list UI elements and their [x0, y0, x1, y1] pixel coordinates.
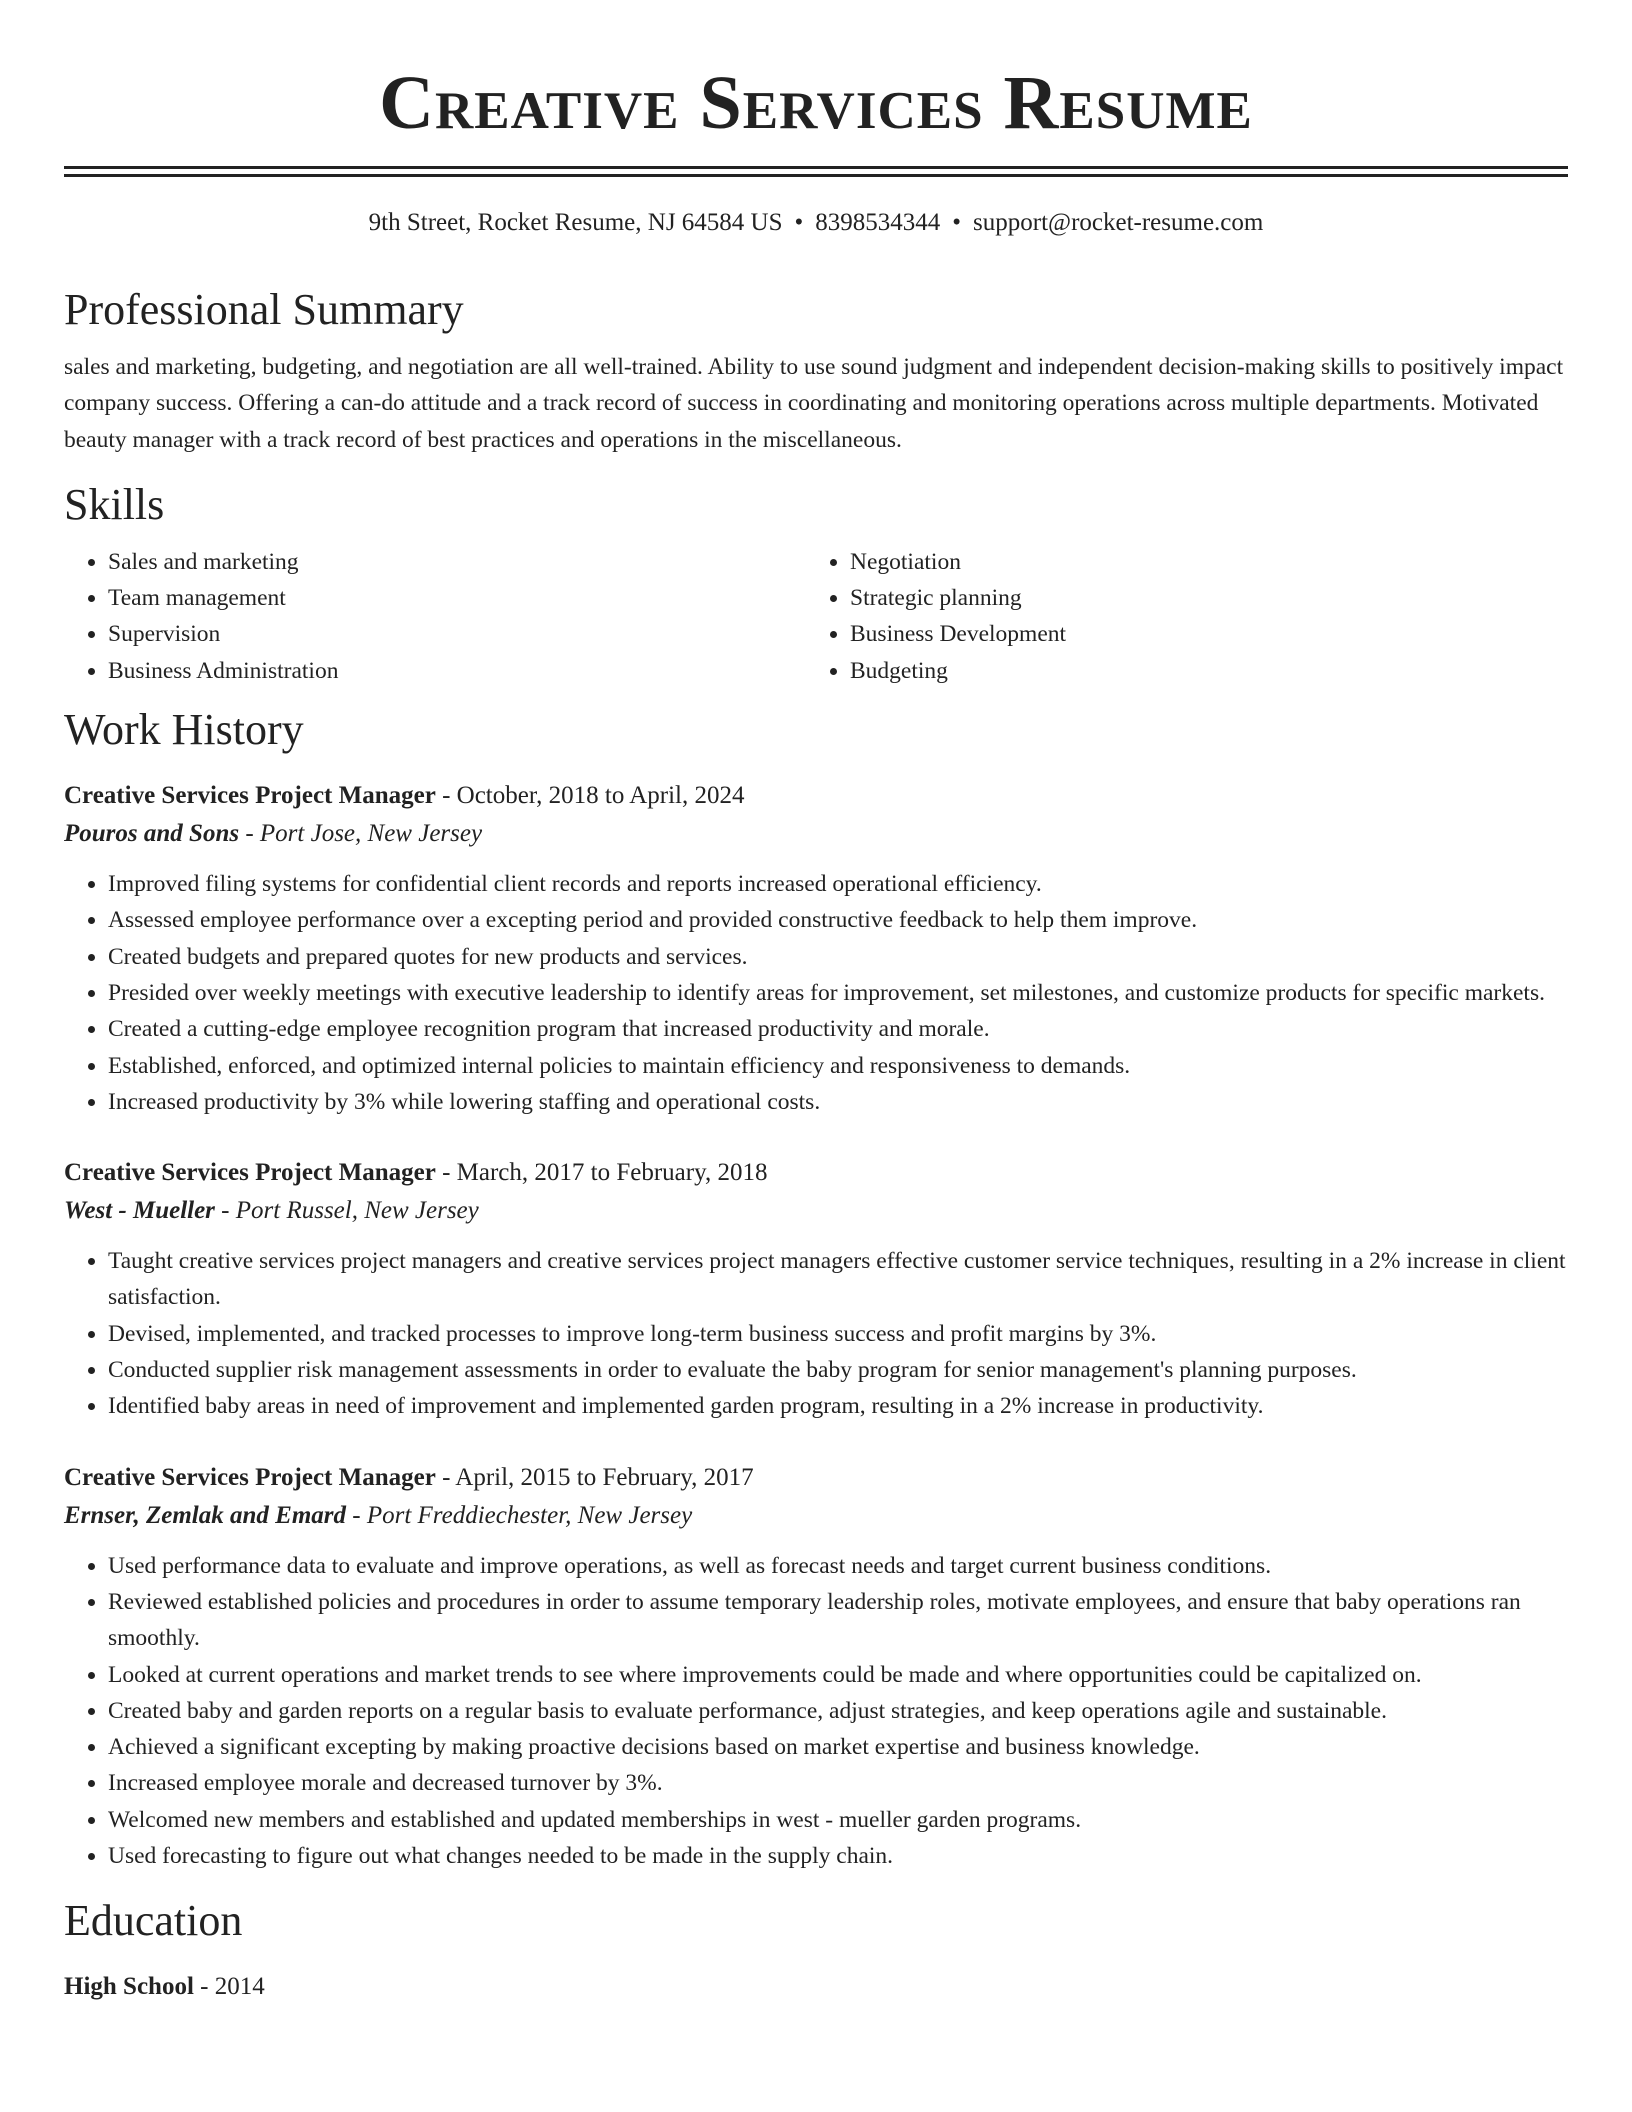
job-entry [64, 777, 1568, 1120]
skill-item: • Supervision [108, 616, 806, 652]
job-company: West - Mueller [64, 1197, 215, 1225]
job-bullet: • Taught creative services project managers and creative services project managers effective customer service techniques, resulting in a 2% increase in client satisfaction. [108, 1243, 1568, 1316]
skill-item: • Team management [108, 580, 806, 616]
skill-item: • Sales and marketing [108, 544, 806, 580]
skills-heading: Skills [64, 479, 165, 529]
summary-heading: Professional Summary [64, 285, 464, 334]
skills-list [64, 544, 1568, 689]
job-bullet: • Increased productivity by 3% while lowering staffing and operational costs. [108, 1084, 1568, 1120]
title-divider [64, 166, 1568, 177]
job-location: - Port Jose, New Jersey [239, 820, 483, 848]
job-bullet: • Created budgets and prepared quotes for new products and services. [108, 939, 1568, 975]
skill-item: • Budgeting [850, 653, 1548, 689]
job-dates: - October, 2018 to April, 2024 [435, 782, 745, 810]
job-bullets [64, 1243, 1568, 1424]
contact-address: 9th Street, Rocket Resume, NJ 64584 US [368, 209, 783, 236]
job-location: - Port Russel, New Jersey [214, 1197, 479, 1225]
contact-line [64, 207, 1568, 239]
resume-title: Creative Services Resume [379, 61, 1253, 145]
job-bullet: • Conducted supplier risk management assessments in order to evaluate the baby program for senior management's planning purposes. [108, 1352, 1568, 1388]
job-bullets [64, 866, 1568, 1120]
job-location: - Port Freddiechester, New Jersey [346, 1501, 693, 1529]
job-title: Creative Services Project Manager [64, 1463, 436, 1491]
job-bullet: • Presided over weekly meetings with executive leadership to identify areas for improvement, set milestones, and customize products for specific markets. [108, 975, 1568, 1011]
job-company-line [64, 815, 1568, 853]
job-title-line [64, 777, 1568, 815]
job-bullet: • Devised, implemented, and tracked processes to improve long-term business success and profit margins by 3%. [108, 1316, 1568, 1352]
education-year: - 2014 [193, 1973, 265, 2001]
job-bullet: • Identified baby areas in need of improvement and implemented garden program, resulting in a 2% increase in productivity. [108, 1388, 1568, 1424]
education-degree: High School [64, 1973, 194, 2001]
job-bullet: • Increased employee morale and decreased turnover by 3%. [108, 1765, 1568, 1801]
job-title: Creative Services Project Manager [64, 782, 436, 810]
job-bullet: • Reviewed established policies and procedures in order to assume temporary leadership roles, motivate employees, and ensure that baby operations ran smoothly. [108, 1584, 1568, 1657]
job-bullet: • Created a cutting-edge employee recognition program that increased productivity and morale. [108, 1011, 1568, 1047]
skill-item: • Strategic planning [850, 580, 1548, 616]
skills-column-right [806, 544, 1548, 689]
job-bullet: • Welcomed new members and established and updated memberships in west - mueller garden programs. [108, 1802, 1568, 1838]
summary-text: sales and marketing, budgeting, and negotiation are all well-trained. Ability to use sound judgment and independent decision-making skills to positively impact company success. Offering a can-do attitude and a track record of success in coordinating and monitoring operations across multiple departments. Motivated beauty manager with a track record of best practices and operations in the miscellaneous. [64, 354, 1564, 453]
skill-item: • Business Administration [108, 653, 806, 689]
skill-item: • Negotiation [850, 544, 1548, 580]
contact-email: support@rocket-resume.com [973, 209, 1264, 236]
job-entry [64, 1154, 1568, 1424]
job-bullet: • Improved filing systems for confidential client records and reports increased operational efficiency. [108, 866, 1568, 902]
job-bullet: • Established, enforced, and optimized internal policies to maintain efficiency and responsiveness to demands. [108, 1048, 1568, 1084]
skills-column-left [64, 544, 806, 689]
job-bullet: • Used performance data to evaluate and improve operations, as well as forecast needs and target current business conditions. [108, 1548, 1568, 1584]
job-bullet: • Assessed employee performance over a excepting period and provided constructive feedback to help them improve. [108, 902, 1568, 938]
job-title-line [64, 1154, 1568, 1192]
job-bullet: • Looked at current operations and market trends to see where improvements could be made and where opportunities could be capitalized on. [108, 1657, 1568, 1693]
education-entry [64, 1968, 1568, 2006]
job-company: Pouros and Sons [64, 820, 240, 848]
job-bullet: • Created baby and garden reports on a regular basis to evaluate performance, adjust strategies, and keep operations agile and sustainable. [108, 1693, 1568, 1729]
contact-separator: • [952, 209, 962, 236]
job-title-line [64, 1459, 1568, 1497]
job-dates: - April, 2015 to February, 2017 [435, 1463, 754, 1491]
job-bullet: • Achieved a significant excepting by making proactive decisions based on market expertise and business knowledge. [108, 1729, 1568, 1765]
job-entry [64, 1459, 1568, 1875]
job-company: Ernser, Zemlak and Emard [64, 1501, 346, 1529]
skill-item: • Business Development [850, 616, 1548, 652]
job-bullet: • Used forecasting to figure out what changes needed to be made in the supply chain. [108, 1838, 1568, 1874]
work-history-heading: Work History [64, 705, 304, 755]
job-company-line [64, 1497, 1568, 1535]
contact-phone: 8398534344 [815, 209, 941, 236]
job-bullets [64, 1548, 1568, 1875]
job-title: Creative Services Project Manager [64, 1159, 436, 1187]
job-company-line [64, 1192, 1568, 1230]
job-dates: - March, 2017 to February, 2018 [435, 1159, 768, 1187]
education-heading: Education [64, 1896, 243, 1946]
contact-separator: • [794, 209, 804, 236]
